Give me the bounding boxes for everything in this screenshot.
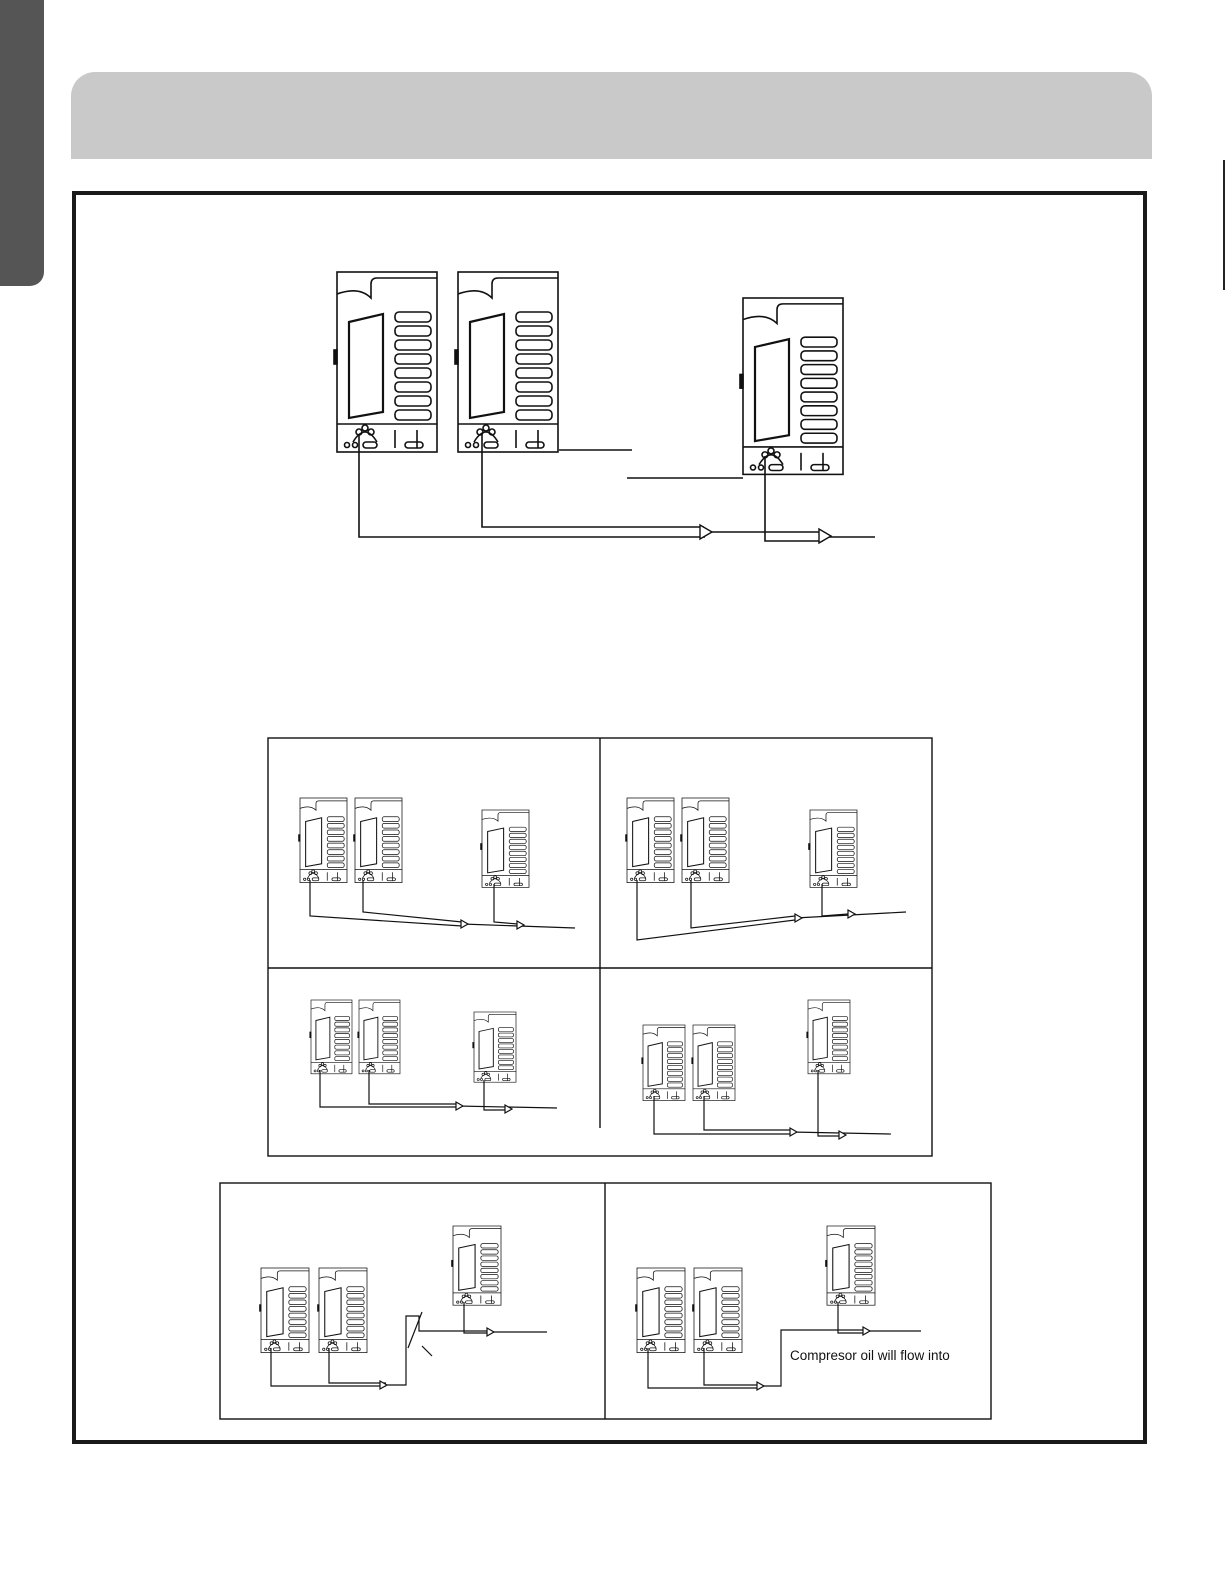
outdoor-unit-3 xyxy=(740,298,843,474)
flow-arrow xyxy=(819,529,831,543)
correct-examples-panel xyxy=(268,738,932,1156)
example-cell-1 xyxy=(299,798,575,929)
example-cell-6 xyxy=(636,1226,921,1390)
flow-arrow xyxy=(700,525,712,539)
outdoor-unit-1 xyxy=(334,272,437,452)
top-diagram xyxy=(334,272,875,543)
example-cell-4 xyxy=(642,1000,891,1139)
outdoor-unit-2 xyxy=(455,272,558,452)
oil-flow-annotation: Compresor oil will flow into xyxy=(790,1348,950,1363)
example-cell-3 xyxy=(310,1000,557,1113)
example-cell-5 xyxy=(260,1226,547,1389)
example-cell-2 xyxy=(626,798,906,940)
